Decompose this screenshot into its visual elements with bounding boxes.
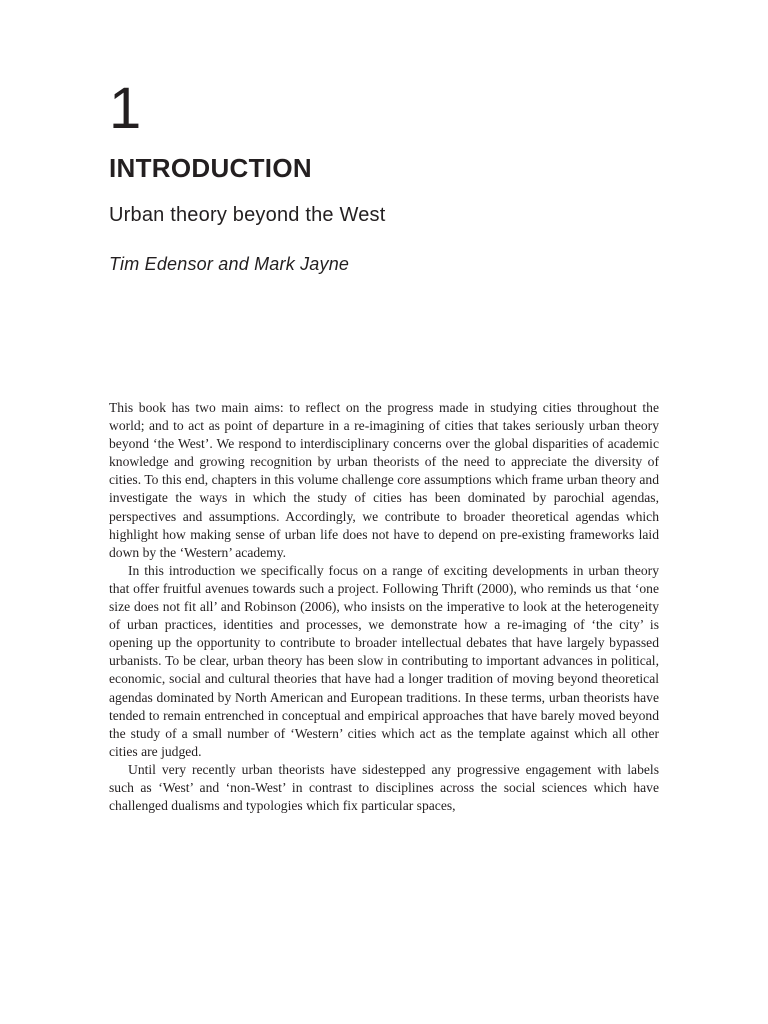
- paragraph: This book has two main aims: to reflect on the progress made in studying cities throughout the world; and to act as point of departure in a re-imagining of cities that takes seriously urban theory beyond ‘the West’. We respond to interdisciplinary concerns over the global disparities of academic knowledge and growing recognition by urban theorists of the need to appreciate the diversity of cities. To this end, chapters in this volume challenge core assumptions which frame urban theory and investigate the ways in which the study of cities has been dominated by parochial agendas, perspectives and assumptions. Accordingly, we contribute to broader theoretical agendas which highlight how making sense of urban life does not have to depend on pre-existing frameworks laid down by the ‘Western’ academy.: [109, 400, 659, 560]
- chapter-authors: Tim Edensor and Mark Jayne: [109, 254, 350, 274]
- paragraph: In this introduction we specifically focus on a range of exciting developments in urban theory that offer fruitful avenues towards such a project. Following Thrift (2000), who reminds us that ‘one size does not fit all’ and Robinson (2006), who insists on the imperative to look at the heterogeneity of urban practices, identities and processes, we demonstrate how a re-imaging of ‘the city’ is opening up the opportunity to contribute to broader intellectual debates that have largely bypassed urbanists. To be clear, urban theory has been slow in contributing to important advances in political, economic, social and cultural theories that have had a longer tradition of moving beyond theoretical agendas dominated by North American and European traditions. In these terms, urban theorists have tended to remain entrenched in conceptual and empirical approaches that have barely moved beyond the study of a small number of ‘Western’ cities which act as the template against which all other cities are judged.: [109, 562, 659, 759]
- body-text: [109, 399, 659, 815]
- paragraph: Until very recently urban theorists have sidestepped any progressive engagement with labels such as ‘West’ and ‘non-West’ in contrast to disciplines across the social sciences which have challenged dualisms and typologies which fix particular spaces,: [109, 761, 659, 814]
- chapter-title: INTRODUCTION: [109, 153, 312, 183]
- chapter-subtitle: Urban theory beyond the West: [109, 204, 386, 226]
- chapter-number: 1: [109, 76, 142, 141]
